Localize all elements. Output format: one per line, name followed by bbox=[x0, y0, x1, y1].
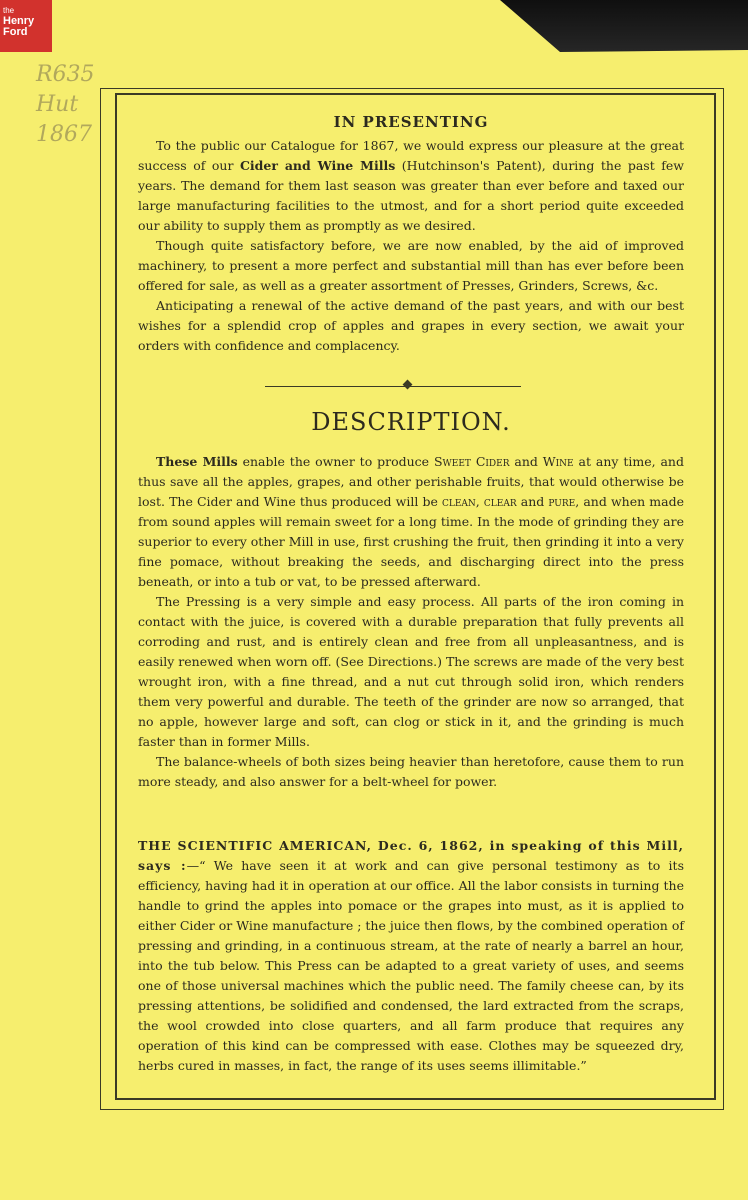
presenting-paragraph-1: To the public our Catalogue for 1867, we would express our pleasure at the great success of our Cider and Wine Mills (Hutchinson's Patent), during the past few years. The demand for them last season was greater than ever before and taxed our large manufacturing facilities to the utmost, and for a short period quite exceeded our ability to supply them as promptly as we desired. bbox=[138, 138, 684, 233]
ornamental-divider bbox=[138, 378, 684, 396]
description-paragraph-3: The balance-wheels of both sizes being heavier than heretofore, cause them to run more steady, and also answer for a belt-wheel for power. bbox=[138, 754, 684, 789]
pencil-note: 1867 bbox=[36, 122, 92, 147]
these-mills-lead: These Mills bbox=[156, 454, 238, 469]
description-heading: DESCRIPTION. bbox=[311, 408, 511, 436]
pencil-note: Hut bbox=[36, 92, 79, 117]
description-paragraph-2: The Pressing is a very simple and easy process. All parts of the iron coming in contact with the juice, is covered with a durable preparation that fully prevents all corroding and rust, and is entirely clean and free from all unpleasantness, and is easily renewed when worn off. (See Directions.) The screws are made of the very best wrought iron, with a fine thread, and a nut cut through solid iron, which renders them very powerful and durable. The teeth of the grinder are now so arranged, that no apple, however large and soft, can clog or stick in it, and the grinding is much faster than in former Mills. bbox=[138, 594, 684, 749]
divider-diamond-icon bbox=[403, 380, 413, 390]
divider-line bbox=[265, 386, 521, 387]
document-body bbox=[138, 108, 684, 1076]
henry-ford-logo bbox=[0, 0, 52, 52]
presenting-heading: IN PRESENTING bbox=[333, 113, 489, 131]
scientific-american-quote: THE SCIENTIFIC AMERICAN, Dec. 6, 1862, in speaking of this Mill, says :—“ We have seen it at work and can give personal testimony as to its efficiency, having had it in operation at our office. All the labor consists in turning the handle to grind the apples into pomace or the grapes into must, as it is applied to either Cider or Wine manufacture ; the juice then flows, by the combined operation of pressing and grinding, in a continuous stream, at the rate of nearly a barrel an hour, into the tub below. This Press can be adapted to a great variety of uses, and seems one of those universal machines which the public need. The family cheese can, by its pressing attentions, be solidified and condensed, the lard extracted from the scraps, the wool crowded into close quarters, and all farm produce that requires any operation of this kind can be compressed with ease. Clothes may be squeezed dry, herbs cured in masses, in fact, the range of its uses seems illimitable.” bbox=[138, 838, 684, 1073]
presenting-paragraph-3: Anticipating a renewal of the active demand of the past years, and with our best wishes for a splendid crop of apples and grapes in every section, we await your orders with confidence and complacency. bbox=[138, 298, 684, 353]
description-paragraph-1: These Mills enable the owner to produce Sweet Cider and Wine at any time, and thus save all the apples, grapes, and other perishable fruits, that would otherwise be lost. The Cider and Wine thus produced will be clean, clear and pure, and when made from sound apples will remain sweet for a long time. In the mode of grinding they are superior to every other Mill in use, first crushing the fruit, then grinding it into a very fine pomace, without breaking the seeds, and discharging direct into the press beneath, or into a tub or vat, to be pressed afterward. bbox=[138, 454, 684, 589]
scientific-american-lead: THE SCIENTIFIC AMERICAN, Dec. 6, 1862, in speaking of this Mill, says : bbox=[138, 838, 684, 873]
logo-line-3: Ford bbox=[3, 26, 28, 38]
logo-line-1: the bbox=[3, 6, 15, 15]
cider-wine-mills-emphasis: Cider and Wine Mills bbox=[239, 158, 396, 173]
presenting-paragraph-2: Though quite satisfactory before, we are now enabled, by the aid of improved machinery, to present a more perfect and substantial mill than has ever before been offered for sale, as well as a greater assortment of Presses, Grinders, Screws, &c. bbox=[138, 238, 684, 293]
pencil-note: R635 bbox=[36, 62, 95, 87]
pencil-annotation bbox=[36, 60, 95, 150]
logo-line-2: Henry bbox=[3, 15, 35, 27]
